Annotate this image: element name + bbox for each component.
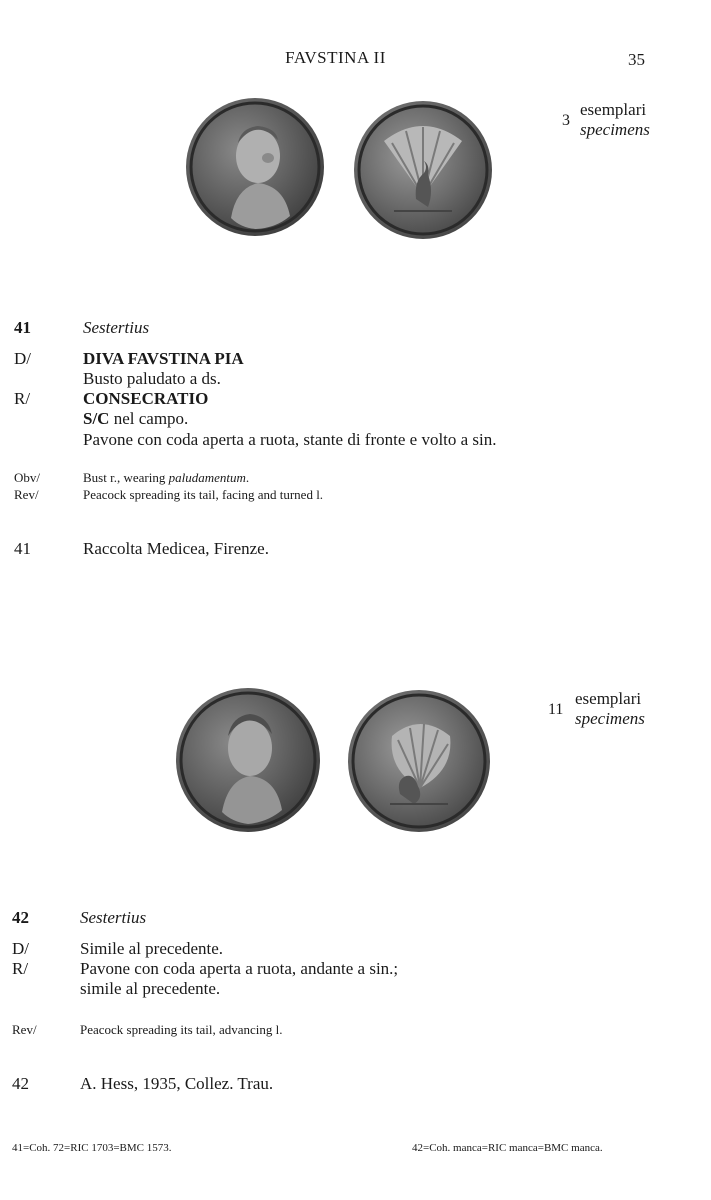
reverse-label: R/: [12, 959, 29, 978]
collection-number: 41: [14, 539, 31, 558]
running-header: FAVSTINA II: [285, 48, 386, 67]
coin-type: Sestertius: [83, 318, 150, 337]
obverse-legend: DIVA FAVSTINA PIA: [83, 349, 244, 368]
specimen-count: 11: [548, 701, 564, 718]
reverse-legend: CONSECRATIO: [83, 389, 209, 408]
reverse-label: R/: [14, 389, 31, 408]
reverse-field: [83, 409, 188, 429]
reverse-description: Pavone con coda aperta a ruota, stante di fronte e volto a sin.: [83, 430, 497, 449]
english-reverse-label: Rev/: [14, 487, 39, 502]
obverse-label: D/: [12, 939, 29, 958]
reverse-field-text: nel campo.: [109, 409, 189, 428]
coin-reverse-peacock-icon: [354, 101, 492, 239]
english-obverse-pre: Bust r., wearing: [83, 470, 169, 485]
collection-name: Raccolta Medicea, Firenze.: [83, 539, 269, 558]
obverse-description: Busto paludato a ds.: [83, 369, 221, 388]
english-reverse-description: Peacock spreading its tail, advancing l.: [80, 1022, 283, 1037]
collection-number: 42: [12, 1074, 29, 1093]
obverse-label: D/: [14, 349, 31, 368]
entry-number: 41: [14, 318, 31, 337]
coin-reverse-peacock-icon: [348, 690, 490, 832]
specimen-count: 3: [562, 112, 570, 129]
specimen-label-it: esemplari: [575, 689, 642, 708]
coin-type: Sestertius: [80, 908, 147, 927]
footnote-left: 41=Coh. 72=RIC 1703=BMC 1573.: [12, 1142, 172, 1154]
page-number: 35: [628, 50, 645, 69]
specimen-label-en: specimens: [580, 120, 650, 139]
specimen-label-it: esemplari: [580, 100, 647, 119]
english-obverse-post: .: [245, 470, 250, 485]
reverse-field-mark: S/C: [83, 409, 110, 428]
coin-obverse-bust-icon: [186, 98, 324, 236]
english-obverse-italic: paludamentum: [168, 470, 246, 485]
english-obverse-label: Obv/: [14, 470, 40, 485]
reverse-description: Pavone con coda aperta a ruota, andante a sin.;: [80, 959, 399, 978]
entry-number: 42: [12, 908, 29, 927]
reverse-description-cont: simile al precedente.: [80, 979, 221, 998]
specimen-label-en: specimens: [575, 709, 645, 728]
collection-name: A. Hess, 1935, Collez. Trau.: [80, 1074, 274, 1093]
specimen-label: [575, 689, 645, 729]
coin-obverse-bust-icon: [176, 688, 320, 832]
obverse-description: Simile al precedente.: [80, 939, 224, 958]
specimen-label: [580, 100, 650, 140]
footnote-right: 42=Coh. manca=RIC manca=BMC manca.: [412, 1142, 603, 1154]
english-obverse-description: [83, 469, 249, 486]
english-reverse-description: Peacock spreading its tail, facing and turned l.: [83, 487, 324, 502]
english-reverse-label: Rev/: [12, 1022, 37, 1037]
